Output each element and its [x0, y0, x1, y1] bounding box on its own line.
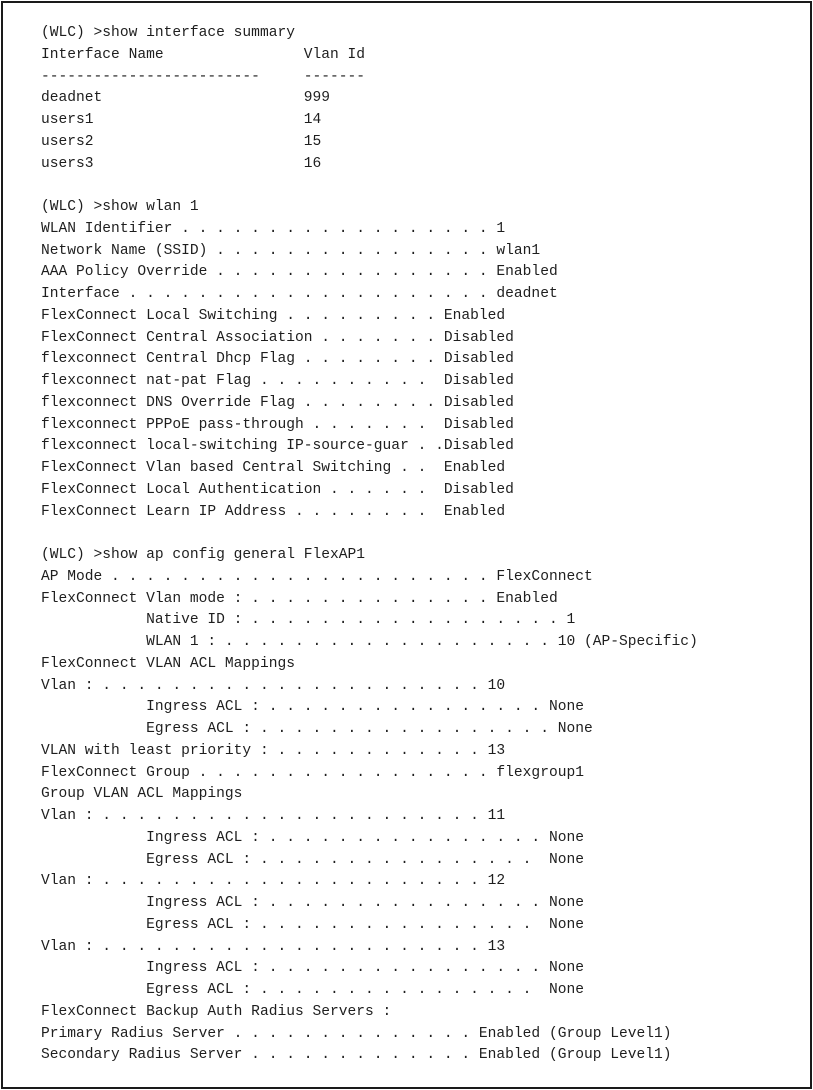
table-row: users1 14 [41, 112, 322, 128]
config-line: FlexConnect VLAN ACL Mappings [41, 655, 295, 672]
config-line: FlexConnect Local Switching . . . . . . . . . Enabled [41, 307, 506, 324]
table-separator: ------------------------- ------- [41, 68, 366, 85]
cli-output [41, 23, 698, 1067]
cli-command-line: (WLC) >show ap config general FlexAP1 [41, 547, 366, 563]
config-line: FlexConnect Central Association . . . . . . . Disabled [41, 329, 514, 346]
blank-line [41, 175, 698, 197]
config-line: Secondary Radius Server . . . . . . . . . . . . . Enabled (Group Level1) [41, 1047, 672, 1064]
config-line: Vlan : . . . . . . . . . . . . . . . . . . . . . . 10 [41, 677, 506, 694]
config-line: Vlan : . . . . . . . . . . . . . . . . . . . . . . 11 [41, 808, 506, 824]
config-line: Egress ACL : . . . . . . . . . . . . . . . . None [41, 982, 584, 998]
cli-command-line: (WLC) >show interface summary [41, 25, 295, 41]
config-line: flexconnect nat-pat Flag . . . . . . . . . . Disabled [41, 373, 514, 389]
blank-line [41, 523, 698, 545]
config-line: flexconnect Central Dhcp Flag . . . . . . . . Disabled [41, 351, 514, 368]
table-header: Interface Name Vlan Id [41, 46, 366, 63]
config-line: WLAN Identifier . . . . . . . . . . . . . . . . . . 1 [41, 220, 506, 237]
config-line: FlexConnect Learn IP Address . . . . . . . . Enabled [41, 503, 506, 520]
console-frame [1, 1, 812, 1089]
config-line: AP Mode . . . . . . . . . . . . . . . . . . . . . . FlexConnect [41, 568, 593, 585]
config-line: Ingress ACL : . . . . . . . . . . . . . . . . None [41, 960, 584, 977]
config-line: flexconnect PPPoE pass-through . . . . . . . Disabled [41, 416, 514, 433]
config-line: FlexConnect Vlan mode : . . . . . . . . . . . . . . Enabled [41, 590, 558, 607]
config-line: Ingress ACL : . . . . . . . . . . . . . . . . None [41, 699, 584, 716]
config-line: Interface . . . . . . . . . . . . . . . . . . . . . deadnet [41, 286, 558, 302]
config-line: WLAN 1 : . . . . . . . . . . . . . . . . . . . 10 (AP-Specific) [41, 634, 698, 650]
config-line: flexconnect DNS Override Flag . . . . . . . . Disabled [41, 394, 514, 411]
config-line: Native ID : . . . . . . . . . . . . . . . . . . 1 [41, 612, 576, 629]
config-line: Egress ACL : . . . . . . . . . . . . . . . . . None [41, 721, 593, 737]
config-line: flexconnect local-switching IP-source-guar . .Disabled [41, 438, 514, 455]
cli-command-line: (WLC) >show wlan 1 [41, 199, 199, 215]
config-line: Vlan : . . . . . . . . . . . . . . . . . . . . . . 13 [41, 938, 506, 955]
config-line: Primary Radius Server . . . . . . . . . . . . . . Enabled (Group Level1) [41, 1025, 672, 1042]
table-row: users3 16 [41, 155, 322, 172]
config-line: FlexConnect Group . . . . . . . . . . . . . . . . . flexgroup1 [41, 764, 584, 781]
config-line: Ingress ACL : . . . . . . . . . . . . . . . . None [41, 829, 584, 846]
config-line: Egress ACL : . . . . . . . . . . . . . . . . None [41, 851, 584, 868]
config-line: Vlan : . . . . . . . . . . . . . . . . . . . . . . 12 [41, 873, 506, 890]
config-line: AAA Policy Override . . . . . . . . . . . . . . . . Enabled [41, 264, 558, 281]
config-line: Ingress ACL : . . . . . . . . . . . . . . . . None [41, 895, 584, 911]
config-line: Group VLAN ACL Mappings [41, 786, 243, 803]
config-line: Network Name (SSID) . . . . . . . . . . . . . . . . wlan1 [41, 242, 541, 259]
config-line: FlexConnect Local Authentication . . . . . . Disabled [41, 481, 514, 498]
config-line: Egress ACL : . . . . . . . . . . . . . . . . None [41, 916, 584, 933]
table-row: deadnet 999 [41, 90, 331, 107]
config-line: FlexConnect Backup Auth Radius Servers : [41, 1003, 392, 1020]
table-row: users2 15 [41, 133, 322, 150]
config-line: VLAN with least priority : . . . . . . . . . . . . 13 [41, 742, 506, 759]
config-line: FlexConnect Vlan based Central Switching . . Enabled [41, 460, 506, 476]
